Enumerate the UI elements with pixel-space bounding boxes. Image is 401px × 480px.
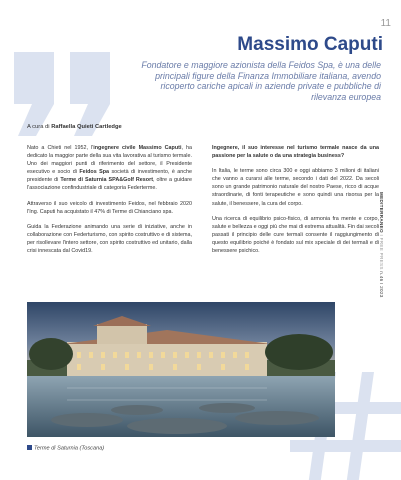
- bold-run: ingegnere civile Massimo Caputi: [93, 145, 182, 151]
- left-paragraph-2: Attraverso il suo veicolo di investimento Feidos, nel febbraio 2020 l'Ing. Caputi ha acquistato il 47% di Terme di Chianciano spa.: [27, 200, 192, 215]
- terme-di-saturnia-photo: [27, 302, 335, 437]
- bold-run: Feidos Spa: [79, 169, 110, 176]
- text-run: società di investimento, è anche presidente di: [27, 169, 192, 184]
- photo-caption: [27, 445, 104, 452]
- text-run: , ha dedicato la maggior parte della sua vita lavorativa al turismo termale. Uno dei maggiori punti di riferimento del settore, il Presidente esecutivo e socio di: [27, 145, 192, 176]
- sidebar-brand: MEDITERRANEO: [379, 192, 384, 233]
- page-number: 11: [380, 18, 391, 29]
- text-run: , oltre a guidare l'associazione confindustriale di categoria Federterme.: [27, 177, 192, 192]
- right-column: [212, 144, 379, 262]
- left-paragraph-1: [27, 144, 192, 193]
- byline-prefix: A cura di: [27, 124, 50, 130]
- caption-square-icon: [27, 445, 32, 450]
- article-subtitle: Fondatore e maggiore azionista della Feidos Spa, è una delle principali figure della Finanza Immobiliare italiana, avendo ricoperto cariche apicali in aziende private e pubbliche di rilevanza europea: [141, 60, 381, 102]
- byline: [27, 124, 122, 130]
- bold-run: Terme di Saturnia SPA&Golf Resort: [60, 177, 153, 184]
- right-paragraph-2: In Italia, le terme sono circa 300 e oggi abbiamo 3 milioni di italiani che vanno a curarsi alle terme, secondo i dati del 2022. Da secoli sono un grande patrimonio naturale del nostro Paese, ricco di acque straordinarie, di fonti terapeutiche e sono quindi una risorsa per la salute, il benessere, la cura del corpo.: [212, 168, 379, 207]
- interview-question: Ingegnere, il suo interesse nel turismo termale nasce da una passione per la salute o da una strategia business?: [212, 145, 379, 160]
- caption-text: Terme di Saturnia (Toscana): [34, 445, 105, 452]
- left-column: [27, 144, 192, 262]
- text-run: Nato a Chieti nel 1952, l': [27, 145, 94, 151]
- sidebar-issue: n.46 I 2023: [379, 271, 384, 298]
- byline-author: Raffaella Quieti Cartledge: [51, 124, 122, 130]
- right-paragraph-3: Una ricerca di equilibrio psico-fisico, di armonia fra mente e corpo, salute e bellezza e oggi più che mai di estrema attualità. Fin dai secoli passati il principio delle cure termali consente il raggiungimento di questo equilibrio poiché è fondato sul mix speciale di dei termali e di benessere psichico.: [212, 215, 379, 255]
- magazine-sidebar-label: [376, 192, 384, 298]
- article-title: Massimo Caputi: [237, 34, 383, 55]
- sidebar-suffix: I FREE PRESS: [379, 234, 384, 270]
- left-paragraph-3: Guida la Federazione animando una serie di iniziative, anche in collaborazione con Federturismo, con spirito costruttivo e di sistema, per risollevare l'intero settore, con spirito costruttivo ed unitario, dalla crisi innescata dal Covid19.: [27, 223, 192, 255]
